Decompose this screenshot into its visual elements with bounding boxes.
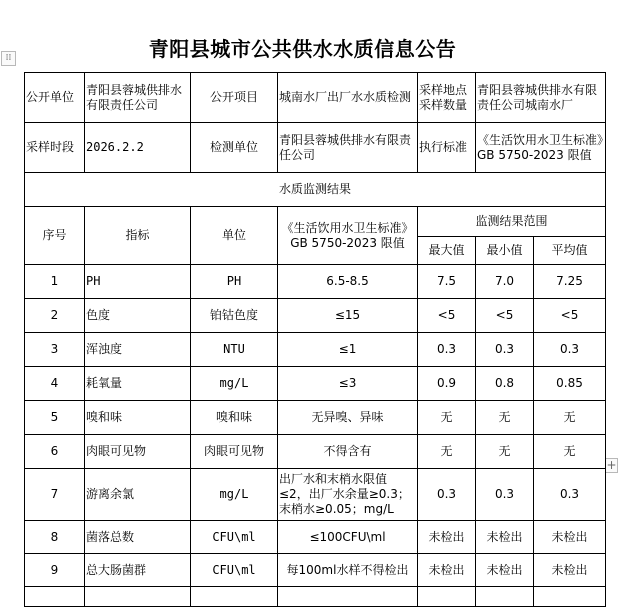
lab-label: 检测单位 bbox=[191, 123, 278, 173]
standard-value: 《生活饮用水卫生标准》GB 5750-2023 限值 bbox=[476, 123, 606, 173]
site-label: 采样地点采样数量 bbox=[418, 73, 476, 123]
cell-unit: NTU bbox=[191, 333, 278, 367]
table-row bbox=[25, 521, 606, 554]
info-row-2 bbox=[25, 123, 606, 173]
cell-max: 未检出 bbox=[418, 521, 476, 554]
cell-unit: CFU\ml bbox=[191, 521, 278, 554]
publisher-value: 青阳县蓉城供排水有限责任公司 bbox=[85, 73, 191, 123]
cell-min: 0.3 bbox=[476, 469, 534, 521]
cell-unit: mg/L bbox=[191, 469, 278, 521]
cell-limit: ≤1 bbox=[278, 333, 418, 367]
cell-avg: 无 bbox=[534, 401, 606, 435]
cell-min: <5 bbox=[476, 299, 534, 333]
col-header-min: 最小值 bbox=[476, 237, 534, 265]
info-row-1 bbox=[25, 73, 606, 123]
cell-unit: mg/L bbox=[191, 367, 278, 401]
cell-avg: <5 bbox=[534, 299, 606, 333]
col-header-indicator: 指标 bbox=[85, 207, 191, 265]
results-title-row bbox=[25, 173, 606, 207]
cell-unit: PH bbox=[191, 265, 278, 299]
cell-limit: 无异嗅、异味 bbox=[278, 401, 418, 435]
table-row bbox=[25, 333, 606, 367]
col-header-unit: 单位 bbox=[191, 207, 278, 265]
cell-limit: 6.5-8.5 bbox=[278, 265, 418, 299]
cell-min: 无 bbox=[476, 401, 534, 435]
table-row bbox=[25, 299, 606, 333]
table-row bbox=[25, 265, 606, 299]
date-value: 2026.2.2 bbox=[85, 123, 191, 173]
cell-no: 6 bbox=[25, 435, 85, 469]
col-header-max: 最大值 bbox=[418, 237, 476, 265]
cell-indicator: 游离余氯 bbox=[85, 469, 191, 521]
cell-indicator: 浑浊度 bbox=[85, 333, 191, 367]
table-row bbox=[25, 435, 606, 469]
cell-avg: 0.3 bbox=[534, 333, 606, 367]
cell-max: 0.3 bbox=[418, 333, 476, 367]
publisher-label: 公开单位 bbox=[25, 73, 85, 123]
cell-max: 无 bbox=[418, 435, 476, 469]
cell-min: 未检出 bbox=[476, 554, 534, 587]
cell-unit: 肉眼可见物 bbox=[191, 435, 278, 469]
table-row bbox=[25, 469, 606, 521]
table-row bbox=[25, 554, 606, 587]
cell-avg: 未检出 bbox=[534, 521, 606, 554]
cell-avg: 无 bbox=[534, 435, 606, 469]
cell-min: 0.8 bbox=[476, 367, 534, 401]
cell-unit: 铂钴色度 bbox=[191, 299, 278, 333]
cell-indicator: 菌落总数 bbox=[85, 521, 191, 554]
date-label: 采样时段 bbox=[25, 123, 85, 173]
cell-no: 9 bbox=[25, 554, 85, 587]
water-quality-table bbox=[24, 72, 606, 607]
results-title: 水质监测结果 bbox=[25, 173, 606, 207]
cell-max: 0.9 bbox=[418, 367, 476, 401]
table-move-handle[interactable]: ⁞⁞ bbox=[1, 51, 16, 66]
col-header-limit: 《生活饮用水卫生标准》GB 5750-2023 限值 bbox=[278, 207, 418, 265]
cell-max: 无 bbox=[418, 401, 476, 435]
cell-no: 2 bbox=[25, 299, 85, 333]
cell-min: 7.0 bbox=[476, 265, 534, 299]
cell-avg: 0.3 bbox=[534, 469, 606, 521]
cell-max: 0.3 bbox=[418, 469, 476, 521]
cell-no: 7 bbox=[25, 469, 85, 521]
item-value: 城南水厂出厂水水质检测 bbox=[278, 73, 418, 123]
cell-max: <5 bbox=[418, 299, 476, 333]
col-header-no: 序号 bbox=[25, 207, 85, 265]
cell-min: 无 bbox=[476, 435, 534, 469]
cell-avg: 未检出 bbox=[534, 554, 606, 587]
cell-unit: CFU\ml bbox=[191, 554, 278, 587]
lab-value: 青阳县蓉城供排水有限责任公司 bbox=[278, 123, 418, 173]
cell-no: 4 bbox=[25, 367, 85, 401]
cell-min: 0.3 bbox=[476, 333, 534, 367]
cell-indicator: 肉眼可见物 bbox=[85, 435, 191, 469]
page-title: 青阳县城市公共供水水质信息公告 bbox=[148, 37, 457, 61]
empty-row bbox=[25, 587, 606, 607]
cell-limit: 出厂水和末梢水限值≤2，出厂水余量≥0.3；末梢水≥0.05；mg/L bbox=[278, 469, 418, 521]
cell-limit: 不得含有 bbox=[278, 435, 418, 469]
cell-limit: ≤100CFU\ml bbox=[278, 521, 418, 554]
cell-no: 3 bbox=[25, 333, 85, 367]
table-row bbox=[25, 367, 606, 401]
cell-avg: 7.25 bbox=[534, 265, 606, 299]
header-row-1 bbox=[25, 207, 606, 237]
cell-no: 5 bbox=[25, 401, 85, 435]
cell-indicator: 总大肠菌群 bbox=[85, 554, 191, 587]
cell-max: 7.5 bbox=[418, 265, 476, 299]
cell-no: 8 bbox=[25, 521, 85, 554]
cell-indicator: 色度 bbox=[85, 299, 191, 333]
cell-unit: 嗅和味 bbox=[191, 401, 278, 435]
cell-indicator: 嗅和味 bbox=[85, 401, 191, 435]
site-value: 青阳县蓉城供排水有限责任公司城南水厂 bbox=[476, 73, 606, 123]
cell-limit: ≤15 bbox=[278, 299, 418, 333]
standard-label: 执行标准 bbox=[418, 123, 476, 173]
cell-limit: 每100ml水样不得检出 bbox=[278, 554, 418, 587]
cell-indicator: PH bbox=[85, 265, 191, 299]
cell-avg: 0.85 bbox=[534, 367, 606, 401]
table-row bbox=[25, 401, 606, 435]
col-header-avg: 平均值 bbox=[534, 237, 606, 265]
cell-max: 未检出 bbox=[418, 554, 476, 587]
cell-no: 1 bbox=[25, 265, 85, 299]
item-label: 公开项目 bbox=[191, 73, 278, 123]
cell-min: 未检出 bbox=[476, 521, 534, 554]
col-header-range: 监测结果范围 bbox=[418, 207, 606, 237]
add-column-handle[interactable]: + bbox=[606, 458, 617, 472]
cell-indicator: 耗氧量 bbox=[85, 367, 191, 401]
cell-limit: ≤3 bbox=[278, 367, 418, 401]
